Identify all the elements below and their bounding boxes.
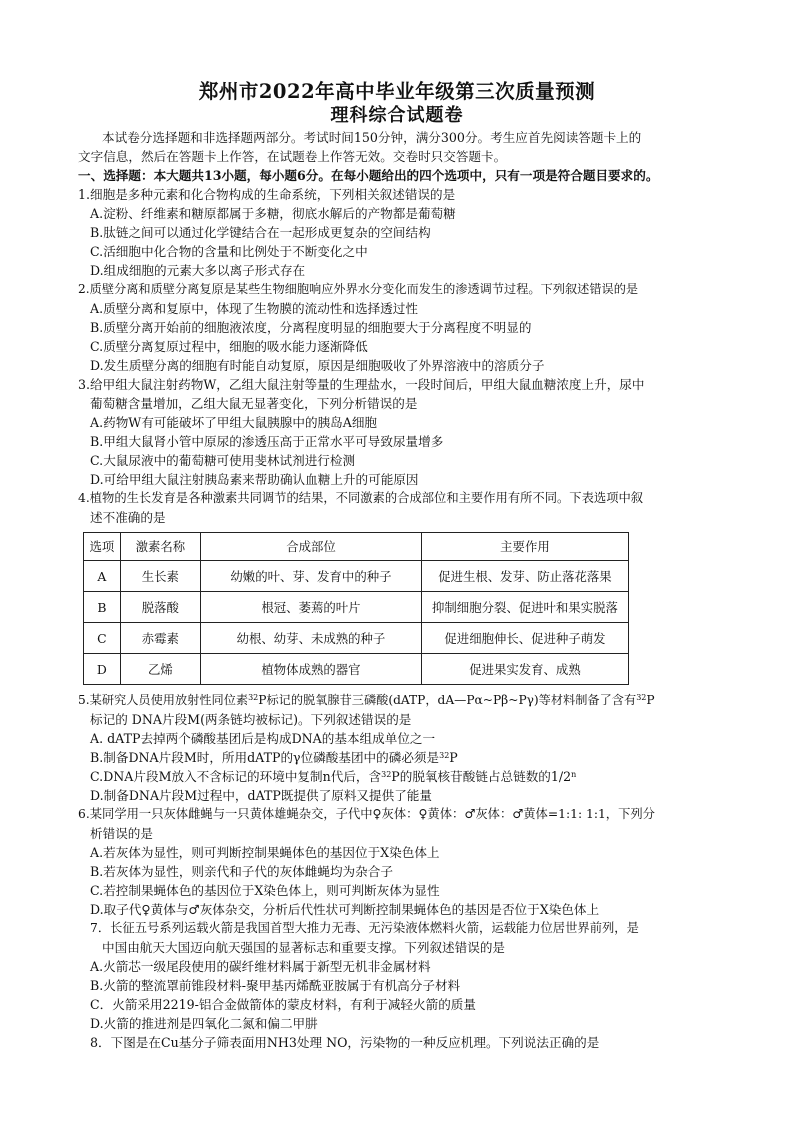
q5-sup: n (571, 770, 577, 779)
table-cell: D (84, 654, 121, 685)
question-7-option-c: C．火箭采用2219-铝合金做箭体的蒙皮材料，有利于减轻火箭的质量 (90, 997, 476, 1012)
q5-sup: 32 (439, 751, 450, 760)
question-6-option-c: C.若控制果蝇体色的基因位于X染色体上，则可判断灰体为显性 (90, 883, 440, 898)
question-5-option-d: D.制备DNA片段M过程中，dATP既提供了原料又提供了能量 (90, 788, 432, 803)
hormone-table (83, 532, 629, 685)
table-cell: 促进细胞伸长、促进种子萌发 (421, 623, 628, 654)
question-6-stem-line-2: 析错误的是 (90, 826, 153, 841)
q5-text: P (646, 693, 655, 707)
question-6-option-b: B.若灰体为显性，则亲代和子代的灰体雌蝇均为杂合子 (90, 864, 393, 879)
table-header-row (84, 533, 629, 561)
q5-sup: 32 (248, 693, 259, 702)
table-header: 主要作用 (421, 533, 628, 561)
q5-sup: 32 (636, 693, 647, 702)
exam-subtitle: 理科综合试题卷 (330, 105, 464, 126)
q5-text: P标记的脱氧腺苷三磷酸(dATP，dA—Pα~Pβ~Pγ)等材料制备了含有 (258, 693, 637, 707)
table-cell: A (84, 561, 121, 592)
question-3-option-b: B.甲组大鼠肾小管中原尿的渗透压高于正常水平可导致尿量增多 (90, 434, 444, 449)
question-1-option-c: C.活细胞中化合物的含量和比例处于不断变化之中 (90, 244, 368, 259)
question-7-option-d: D.火箭的推进剂是四氧化二氮和偏二甲肼 (90, 1016, 318, 1031)
q5-text: B.制备DNA片段M时，所用dATP的γ位磷酸基团中的磷必须是 (90, 750, 440, 765)
table-header: 激素名称 (120, 533, 200, 561)
question-6-option-d: D.取子代♀黄体与♂灰体杂交，分析后代性状可判断控制果蝇体色的基因是否位于X染色体上 (90, 902, 600, 917)
question-3-stem-line-1: 3.给甲组大鼠注射药物W，乙组大鼠注射等量的生理盐水，一段时间后，甲组大鼠血糖浓度上升，尿中 (78, 377, 645, 392)
exam-content (78, 128, 718, 1052)
table-row (84, 561, 629, 592)
table-cell: 抑制细胞分裂、促进叶和果实脱落 (421, 592, 628, 623)
table-cell: 植物体成熟的器官 (201, 654, 422, 685)
q5-text: C.DNA片段M放入不含标记的环境中复制n代后，含 (90, 769, 382, 784)
table-row (84, 592, 629, 623)
question-6-option-a: A.若灰体为显性，则可判断控制果蝇体色的基因位于X染色体上 (90, 845, 440, 860)
question-5-stem-line-2: 标记的 DNA片段M(两条链均被标记)。下列叙述错误的是 (90, 712, 412, 727)
question-6-stem-line-1: 6.某同学用一只灰体雌蝇与一只黄体雄蝇杂交，子代中♀灰体：♀黄体：♂灰体：♂黄体=1:1: 1:1，下列分 (78, 807, 655, 821)
q5-sup: 32 (381, 770, 392, 779)
question-3-stem-line-2: 葡萄糖含量增加，乙组大鼠无显著变化，下列分析错误的是 (90, 396, 418, 411)
question-8-stem: 8．下图是在Cu基分子筛表面用NH3处理 NO，污染物的一种反应机理。下列说法正确的是 (90, 1035, 600, 1050)
question-5-option-c (78, 767, 718, 786)
question-5-option-a: A. dATP去掉两个磷酸基团后是构成DNA的基本组成单位之一 (90, 731, 436, 746)
table-cell: C (84, 623, 121, 654)
question-3-option-d: D.可给甲组大鼠注射胰岛素来帮助确认血糖上升的可能原因 (90, 472, 419, 487)
question-3-option-a: A.药物W有可能破坏了甲组大鼠胰腺中的胰岛A细胞 (90, 415, 378, 430)
section-heading: 一、选择题：本大题共13小题，每小题6分。在每小题给出的四个选项中，只有一项是符合题目要求的。 (78, 168, 659, 183)
table-cell: 生长素 (120, 561, 200, 592)
question-1-option-b: B.肽链之间可以通过化学键结合在一起形成更复杂的空间结构 (90, 225, 431, 240)
table-cell: 脱落酸 (120, 592, 200, 623)
question-4-stem-line-1: 4.植物的生长发育是各种激素共同调节的结果，不同激素的合成部位和主要作用有所不同。下表选项中叙 (78, 491, 644, 505)
table-cell: 幼根、幼芽、未成熟的种子 (201, 623, 422, 654)
table-cell: 根冠、萎蔫的叶片 (201, 592, 422, 623)
question-4-stem-line-2: 述不准确的是 (90, 510, 166, 525)
question-2-option-c: C.质壁分离复原过程中，细胞的吸水能力逐渐降低 (90, 339, 368, 354)
question-2-option-a: A.质壁分离和复原中，体现了生物膜的流动性和选择透过性 (90, 301, 418, 316)
question-1-option-a: A.淀粉、纤维素和糖原都属于多糖，彻底水解后的产物都是葡萄糖 (90, 206, 456, 221)
table-cell: B (84, 592, 121, 623)
table-row (84, 654, 629, 685)
q5-text: P (449, 750, 458, 765)
intro-line-1: 本试卷分选择题和非选择题两部分。考试时间150分钟，满分300分。考生应首先阅读答题卡上的 (102, 130, 642, 145)
intro-line-2: 文字信息，然后在答题卡上作答，在试题卷上作答无效。交卷时只交答题卡。 (78, 149, 507, 164)
q5-text: P的脱氧核苷酸链占总链数的1/2 (391, 769, 572, 784)
table-row (84, 623, 629, 654)
exam-title: 郑州市2022年高中毕业年级第三次质量预测 (198, 80, 596, 103)
table-cell: 赤霉素 (120, 623, 200, 654)
question-3-option-c: C.大鼠尿液中的葡萄糖可使用斐林试剂进行检测 (90, 453, 356, 468)
table-cell: 乙烯 (120, 654, 200, 685)
table-header: 选项 (84, 533, 121, 561)
table-cell: 促进生根、发芽、防止落花落果 (421, 561, 628, 592)
q5-text: 5.某研究人员使用放射性同位素 (78, 693, 249, 707)
question-2-stem: 2.质壁分离和质壁分离复原是某些生物细胞响应外界水分变化而发生的渗透调节过程。下列叙述错误的是 (78, 282, 639, 296)
question-7-stem-line-2: 中国由航天大国迈向航天强国的显著标志和重要支撑。下列叙述错误的是 (102, 940, 505, 955)
question-7-stem-line-1: 7．长征五号系列运载火箭是我国首型大推力无毒、无污染液体燃料火箭，运载能力位居世界前列，是 (90, 921, 639, 935)
question-5-stem-line-1 (78, 691, 718, 710)
question-2-option-b: B.质壁分离开始前的细胞液浓度，分离程度明显的细胞要大于分离程度不明显的 (90, 320, 532, 335)
question-7-option-a: A.火箭芯一级尾段使用的碳纤维材料属于新型无机非金属材料 (90, 959, 431, 974)
table-cell: 幼嫩的叶、芽、发育中的种子 (201, 561, 422, 592)
question-1-stem: 1.细胞是多种元素和化合物构成的生命系统，下列相关叙述错误的是 (78, 187, 456, 202)
question-2-option-d: D.发生质壁分离的细胞有时能自动复原，原因是细胞吸收了外界溶液中的溶质分子 (90, 358, 545, 373)
question-5-option-b (78, 748, 718, 767)
question-1-option-d: D.组成细胞的元素大多以离子形式存在 (90, 263, 306, 278)
table-header: 合成部位 (201, 533, 422, 561)
table-cell: 促进果实发育、成熟 (421, 654, 628, 685)
question-7-option-b: B.火箭的整流罩前锥段材料-聚甲基丙烯酰亚胺属于有机高分子材料 (90, 978, 461, 993)
